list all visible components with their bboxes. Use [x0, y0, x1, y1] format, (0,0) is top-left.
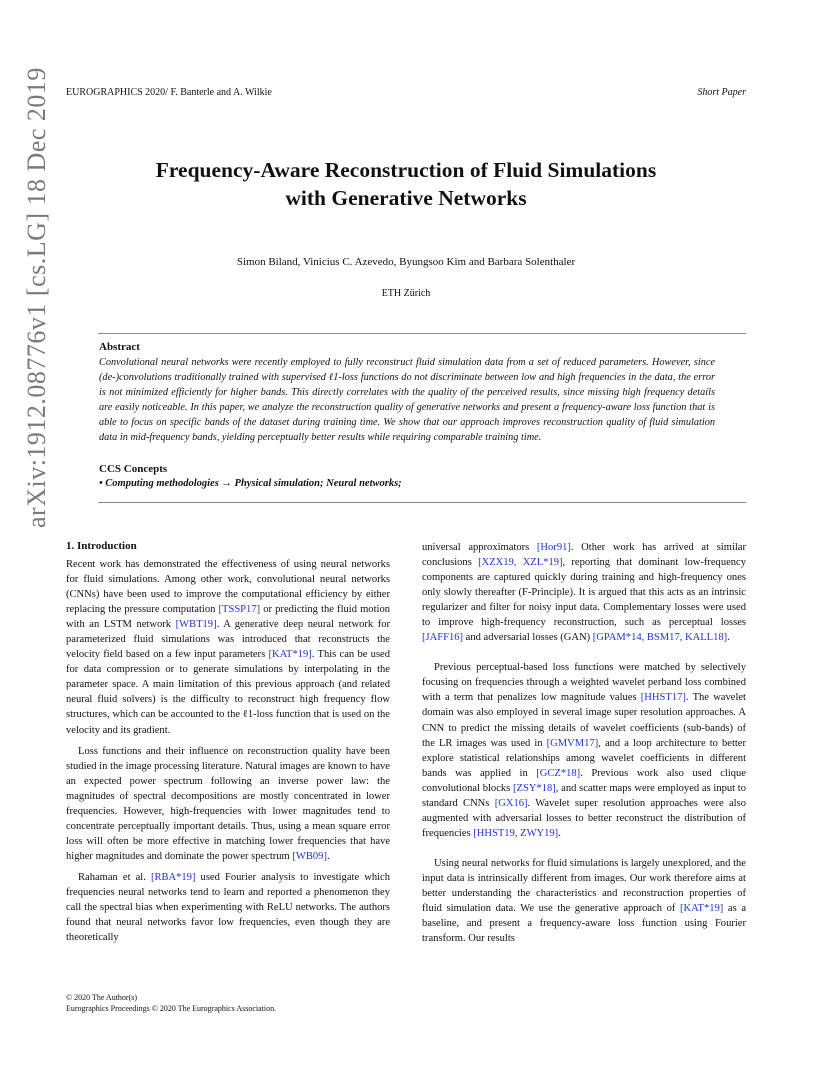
- abstract-top-rule: [98, 333, 746, 334]
- paragraph: [66, 870, 390, 945]
- text-run: and adversarial losses (GAN): [463, 632, 593, 644]
- text-run: .: [727, 632, 730, 644]
- text-run: Previous perceptual-based loss functions were matched by selectively focusing on frequencies through a weighted wavelet perband loss combined with a term that penalizes low magnitude values: [422, 662, 746, 704]
- copyright-line: © 2020 The Author(s): [66, 993, 138, 1002]
- abstract-text: Convolutional neural networks were recently employed to fully reconstruct fluid simulation data from a set of reduced parameters. However, since (de-)convolutions traditionally trained with supervised ℓ1-loss functions do not discriminate between low and high frequencies in the data, the error is not minimized efficiently for higher bands. This directly correlates with the quality of the perceived results, since missing high frequency details are easily noticeable. In this paper, we analyze the reconstruction quality of generative networks and present a frequency-aware loss function that is able to focus on specific bands of the dataset during training time. We show that our approach improves reconstruction quality of fluid simulation data in mid-frequency bands, yielding perceptually better results while requiring comparable training time.: [99, 357, 715, 444]
- citation-link[interactable]: [WBT19]: [175, 619, 217, 631]
- citation-link[interactable]: [JAFF16]: [422, 632, 464, 644]
- running-header-left: EUROGRAPHICS 2020/ F. Banterle and A. Wilkie: [66, 87, 272, 98]
- paragraph: [66, 744, 390, 864]
- right-column: [422, 540, 746, 946]
- text-run: Loss functions and their influence on reconstruction quality have been studied in the image processing literature. Natural images are known to have an expected power spectrum following an inverse power law: the magnitudes of spectral decompositions are mostly concentrated in lower frequencies. However, high-frequencies with lower magnitudes tend to concentrate perceptually important details. Thus, using a mean square error loss will often be more effective in matching lower frequencies that have higher magnitudes and dominate the power spectrum: [66, 745, 390, 862]
- text-run: . Other work has arrived at similar conclusions: [422, 542, 746, 569]
- author-list: Simon Biland, Vinicius C. Azevedo, Byungsoo Kim and Barbara Solenthaler: [236, 256, 576, 268]
- citation-link[interactable]: [KAT*19]: [268, 649, 312, 661]
- citation-link[interactable]: [GCZ*18]: [536, 767, 581, 779]
- citation-link[interactable]: [ZSY*18]: [513, 782, 556, 794]
- text-run: . This can be used for data compression or to generate simulations by interpolating in the parameter space. A main limitation of this previous approach (and related neural fluid solvers) is the difficulty to reconstruct high frequency flow structures, which can be accounted to the ℓ1-loss function that is used on the velocity and its gradient.: [66, 649, 391, 736]
- citation-link[interactable]: [WB09]: [292, 850, 327, 862]
- paragraph: [422, 856, 746, 946]
- citation-link[interactable]: [HHST19, ZWY19]: [473, 827, 559, 839]
- paper-title: [66, 156, 746, 212]
- citation-link[interactable]: [RBA*19]: [150, 871, 196, 883]
- text-run: .: [558, 827, 561, 839]
- text-run: Rahaman et al.: [78, 871, 151, 883]
- citation-link[interactable]: [Hor91]: [536, 542, 571, 553]
- text-run: . A generative deep neural network for parameterized fluid simulations was introduced that reconstructs the velocity field based on a few input parameters: [66, 619, 390, 661]
- paragraph: [66, 557, 390, 738]
- text-run: , reporting that dominant low-frequency components are captured quickly during training and high-frequency ones only slowly thereafter (F-Principle). It is argued that this acts as an intrinsic regularizer and filter for noisy input data. Complementary losses were used to improve high-frequency reconstruction, such as perceptual losses: [422, 557, 747, 629]
- publisher-line: Eurographics Proceedings © 2020 The Eurographics Association.: [66, 1004, 277, 1013]
- text-run: , and a loop architecture to better explore statistical relationships among wavelet coefficients in different bands was applied in: [422, 737, 746, 779]
- paragraph-gap: [422, 841, 746, 856]
- paragraph: [422, 660, 746, 841]
- paragraph: [422, 540, 746, 645]
- text-run: used Fourier analysis to investigate which frequencies neural networks tend to learn and reported a phenomenon they call the spectral bias when experimenting with ReLU networks. The authors found that neural networks favor low frequencies, even though they are theoretically: [66, 871, 390, 944]
- citation-link[interactable]: [HHST17]: [640, 692, 686, 704]
- citation-link[interactable]: [GX16]: [494, 797, 528, 809]
- text-run: , and scatter maps were employed as input to standard CNNs: [422, 782, 746, 809]
- ccs-concepts: • Computing methodologies → Physical simulation; Neural networks;: [99, 478, 402, 489]
- citation-link[interactable]: [TSSP17]: [218, 604, 261, 616]
- text-run: or predicting the fluid motion with an LSTM network: [66, 604, 390, 631]
- paragraph-gap: [422, 645, 746, 660]
- citation-link[interactable]: [GMVM17]: [546, 737, 599, 749]
- text-run: .: [326, 850, 330, 862]
- text-run: Recent work has demonstrated the effectiveness of using neural networks for fluid simulations. Among other work, convolutional neural networks (CNNs) have been used to improve the computational efficiency by either replacing the pressure computation: [66, 559, 390, 616]
- abstract-bottom-rule: [98, 502, 746, 503]
- section-heading-introduction: 1. Introduction: [66, 540, 137, 552]
- left-column: [66, 557, 390, 945]
- title-line-1: Frequency-Aware Reconstruction of Fluid Simulations: [155, 158, 657, 182]
- copyright-footer: [66, 992, 276, 1014]
- citation-link[interactable]: [GPAM*14, BSM17, KALL18]: [592, 632, 728, 644]
- abstract-heading: Abstract: [99, 341, 140, 353]
- affiliation: ETH Zürich: [381, 288, 431, 299]
- text-run: . Previous work also used clique convolutional blocks: [422, 767, 746, 794]
- text-run: Using neural networks for fluid simulations is largely unexplored, and the input data is intrinsically different from images. Our work therefore aims at better understanding the characteristics and reconstruction properties of fluid simulation data. We use the generative approach of: [422, 857, 746, 915]
- text-run: as a baseline, and present a frequency-aware loss function using Fourier transform. Our results: [422, 903, 746, 945]
- title-line-2: with Generative Networks: [285, 186, 527, 210]
- ccs-heading: CCS Concepts: [99, 463, 168, 475]
- citation-link[interactable]: [KAT*19]: [679, 903, 724, 915]
- running-header-right: Short Paper: [697, 87, 746, 98]
- text-run: universal approximators: [422, 542, 537, 553]
- text-run: . Wavelet super resolution approaches were also augmented with adversarial losses to better reconstruct the distribution of frequencies: [422, 797, 746, 839]
- arxiv-stamp: arXiv:1912.08776v1 [cs.LG] 18 Dec 2019: [22, 67, 51, 528]
- text-run: . The wavelet domain was also employed in several image super resolution approaches. A CNN to predict the missing details of wavelet coefficients (sub-bands) of the LR images was used in: [422, 692, 746, 749]
- citation-link[interactable]: [XZX19, XZL*19]: [478, 557, 563, 569]
